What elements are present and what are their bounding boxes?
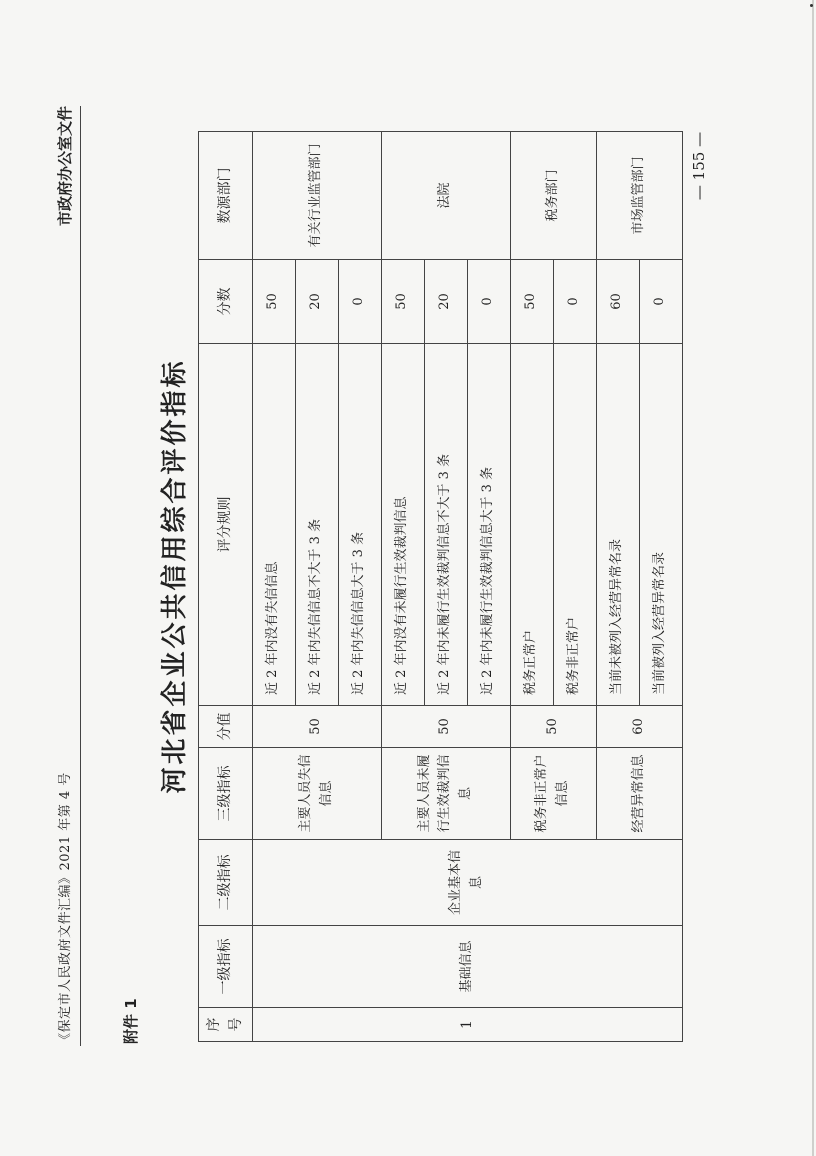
cell-score: 50 (252, 260, 295, 344)
cell-score: 50 (510, 260, 553, 344)
header-rule: 评分规则 (199, 344, 253, 706)
cell-level1: 基础信息 (252, 926, 682, 1008)
cell-score: 0 (553, 260, 596, 344)
cell-level3: 税务非正常户信息 (510, 748, 596, 840)
cell-rule: 近 2 年内没有失信信息 (252, 344, 295, 706)
table-row (252, 132, 295, 1042)
cell-source: 法院 (381, 132, 510, 260)
indicator-table (198, 131, 683, 1042)
cell-value: 60 (596, 706, 682, 748)
header-source: 数源部门 (199, 132, 253, 260)
cell-score: 0 (639, 260, 682, 344)
cell-rule: 近 2 年内未履行生效裁判信息大于 3 条 (467, 344, 510, 706)
header-seq: 序号 (199, 1008, 253, 1042)
cell-level3: 主要人员失信信息 (252, 748, 381, 840)
header-level2: 二级指标 (199, 840, 253, 926)
header-publication: 《保定市人民政府文件汇编》2021 年第 4 号 (58, 772, 73, 1046)
cell-level2: 企业基本信息 (252, 840, 682, 926)
cell-value: 50 (510, 706, 596, 748)
cell-score: 60 (596, 260, 639, 344)
cell-rule: 近 2 年内没有未履行生效裁判信息 (381, 344, 424, 706)
cell-source: 市场监管部门 (596, 132, 682, 260)
page-number: — 155 — (690, 131, 708, 201)
cell-score: 50 (381, 260, 424, 344)
cell-rule: 税务非正常户 (553, 344, 596, 706)
cell-level3: 经营异常信息 (596, 748, 682, 840)
cell-value: 50 (381, 706, 510, 748)
table-header-row (199, 132, 253, 1042)
cell-rule: 当前被列入经营异常名录 (639, 344, 682, 706)
cell-value: 50 (252, 706, 381, 748)
cell-rule: 近 2 年内失信信息大于 3 条 (338, 344, 381, 706)
cell-level3: 主要人员未履行生效裁判信息 (381, 748, 510, 840)
cell-score: 20 (295, 260, 338, 344)
header-level3: 三级指标 (199, 748, 253, 840)
cell-score: 0 (467, 260, 510, 344)
header-value: 分值 (199, 706, 253, 748)
cell-rule: 当前未被列入经营异常名录 (596, 344, 639, 706)
header-score: 分数 (199, 260, 253, 344)
cell-rule: 近 2 年内失信信息不大于 3 条 (295, 344, 338, 706)
document-title: 河北省企业公共信用综合评价指标 (160, 358, 190, 794)
cell-score: 0 (338, 260, 381, 344)
attachment-label: 附件 1 (122, 998, 140, 1044)
header-level1: 一级指标 (199, 926, 253, 1008)
cell-source: 有关行业监管部门 (252, 132, 381, 260)
cell-source: 税务部门 (510, 132, 596, 260)
header-rule (80, 106, 81, 1046)
cell-rule: 税务正常户 (510, 344, 553, 706)
cell-seq: 1 (252, 1008, 682, 1042)
cell-rule: 近 2 年内未履行生效裁判信息不大于 3 条 (424, 344, 467, 706)
header-office: 市政府办公室文件 (56, 106, 74, 227)
cell-score: 20 (424, 260, 467, 344)
